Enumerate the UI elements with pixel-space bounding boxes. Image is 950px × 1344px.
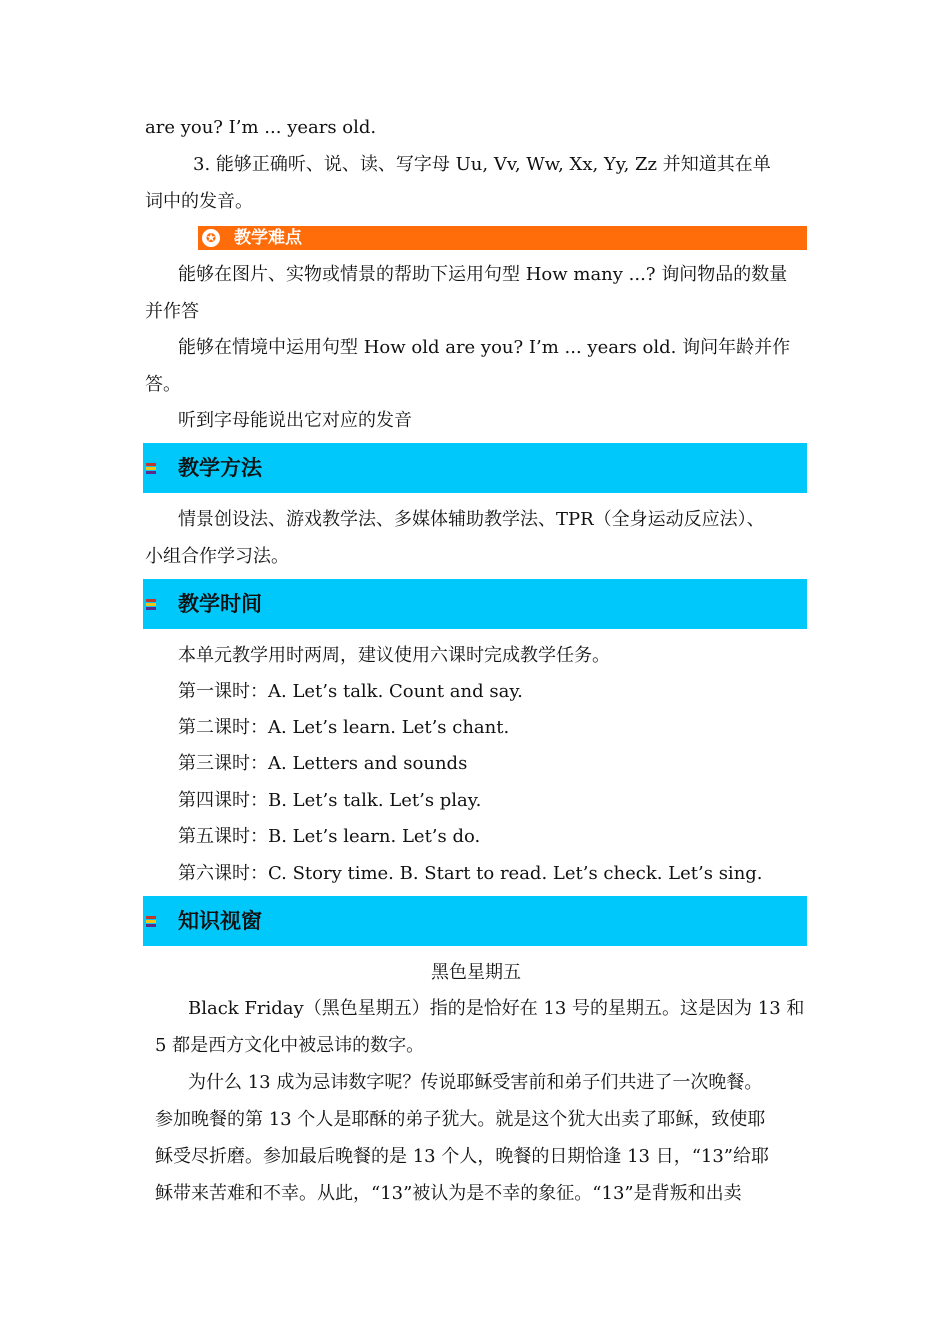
section-heading-label: 教学时间 [178, 592, 262, 616]
section-heading-knowledge [143, 896, 807, 946]
lesson-item: 第二课时：A. Let’s learn. Let’s chant. [178, 717, 510, 738]
paragraph-line: 参加晚餐的第 13 个人是耶酥的弟子犹大。就是这个犹大出卖了耶稣，致使耶 [155, 1109, 766, 1130]
paragraph-line: 情景创设法、游戏教学法、多媒体辅助教学法、TPR（全身运动反应法）、 [178, 509, 765, 530]
paragraph-line: 稣带来苦难和不幸。从此，“13”被认为是不幸的象征。“13”是背叛和出卖 [155, 1183, 742, 1204]
section-heading-label: 教学方法 [178, 456, 262, 480]
section-heading-label: 知识视窗 [178, 909, 262, 933]
article-title: 黑色星期五 [431, 962, 521, 983]
book-stack-icon [146, 599, 156, 611]
lesson-item: 第五课时：B. Let’s learn. Let’s do. [178, 826, 481, 847]
objective-line: are you? I’m ... years old. [145, 117, 377, 138]
paragraph-line: 稣受尽折磨。参加最后晚餐的是 13 个人，晚餐的日期恰逢 13 日，“13”给耶 [155, 1146, 770, 1167]
lesson-item: 第四课时：B. Let’s talk. Let’s play. [178, 790, 482, 811]
section-heading-label: 教学难点 [234, 228, 302, 248]
paragraph-line: 为什么 13 成为忌讳数字呢？传说耶稣受害前和弟子们共进了一次晚餐。 [188, 1072, 763, 1093]
section-heading-methods [143, 443, 807, 493]
objective-3-line-cont: 词中的发音。 [145, 191, 253, 212]
star-badge-icon: ✪ [202, 229, 220, 247]
paragraph-line: 能够在情境中运用句型 How old are you? I’m ... years old. 询问年龄并作 [178, 337, 791, 358]
lesson-item: 第六课时：C. Story time. B. Start to read. Let’s check. Let’s sing. [178, 863, 763, 884]
section-heading-time [143, 579, 807, 629]
paragraph-line: 听到字母能说出它对应的发音 [178, 410, 412, 431]
paragraph-line: 5 都是西方文化中被忌讳的数字。 [155, 1035, 425, 1056]
paragraph-line: 本单元教学用时两周，建议使用六课时完成教学任务。 [178, 645, 610, 666]
lesson-item: 第一课时：A. Let’s talk. Count and say. [178, 681, 523, 702]
book-stack-icon [146, 916, 156, 928]
objective-3-line: 3. 能够正确听、说、读、写字母 Uu, Vv, Ww, Xx, Yy, Zz 并知道其在单 [193, 154, 771, 175]
paragraph-line: 小组合作学习法。 [145, 546, 289, 567]
paragraph-line: 并作答 [145, 301, 199, 322]
section-heading-difficulties [198, 226, 807, 250]
paragraph-line: 答。 [145, 374, 181, 395]
paragraph-line: Black Friday（黑色星期五）指的是恰好在 13 号的星期五。这是因为 13 和 [188, 998, 805, 1019]
paragraph-line: 能够在图片、实物或情景的帮助下运用句型 How many ...? 询问物品的数量 [178, 264, 788, 285]
book-stack-icon [146, 463, 156, 475]
lesson-item: 第三课时：A. Letters and sounds [178, 753, 468, 774]
